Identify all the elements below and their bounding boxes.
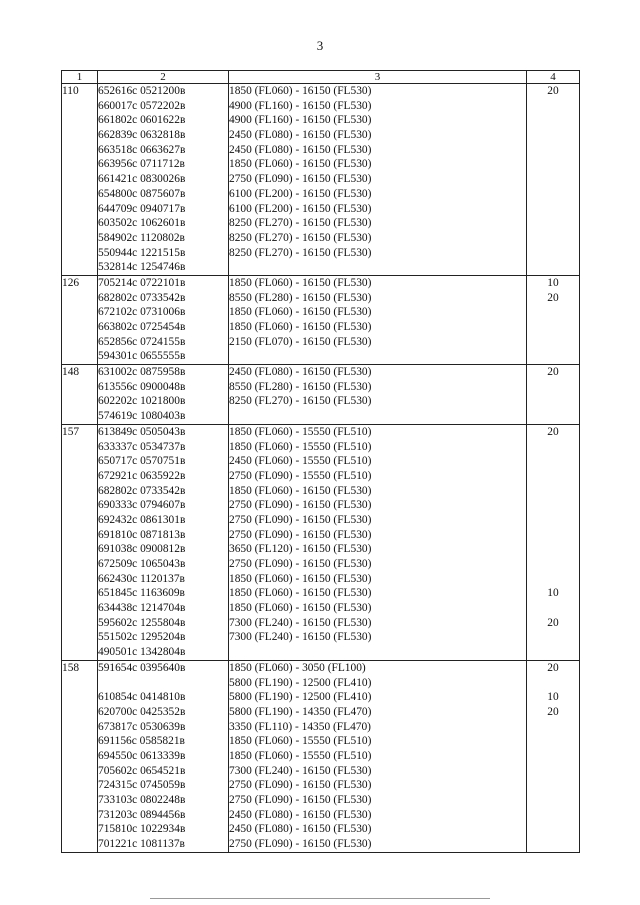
zone-number-label: 158	[62, 661, 80, 674]
value	[527, 157, 579, 172]
value	[527, 409, 579, 424]
altitude-range: 1850 (FL060) - 3050 (FL100)	[229, 661, 366, 674]
altitude-range: 2750 (FL090) - 16150 (FL530)	[229, 779, 372, 792]
value	[527, 542, 579, 557]
value	[527, 380, 579, 395]
coordinate-pair: 652856с 0724155в	[98, 335, 186, 348]
value: 20	[547, 85, 559, 97]
value	[527, 202, 579, 217]
header-row	[62, 71, 580, 84]
value	[527, 454, 579, 469]
table-row	[62, 84, 580, 276]
value: 20	[547, 366, 559, 379]
coordinate-pair: 652616с 0521200в	[98, 85, 186, 97]
altitude-range: 3650 (FL120) - 16150 (FL530)	[229, 543, 372, 556]
coordinate-pair: 661421с 0830026в	[98, 173, 186, 186]
value	[527, 187, 579, 202]
altitude-range: 1850 (FL060) - 15550 (FL510)	[229, 735, 372, 748]
altitude-range: 2750 (FL090) - 16150 (FL530)	[229, 794, 372, 806]
coordinate-pair: 691810с 0871813в	[98, 528, 186, 541]
zone-number	[62, 84, 98, 276]
altitude-range: 5800 (FL190) - 12500 (FL410)	[229, 676, 372, 689]
zone-number	[62, 424, 98, 660]
altitude-range: 8550 (FL280) - 16150 (FL530)	[229, 291, 372, 304]
coordinate-pair: 574619с 1080403в	[98, 410, 186, 423]
coordinate-pair: 673817с 0530639в	[98, 720, 186, 733]
value	[527, 645, 579, 660]
coordinate-pair: 620700с 0425352в	[98, 705, 186, 718]
value	[527, 601, 579, 616]
coordinate-pair: 660017с 0572202в	[98, 99, 186, 112]
coordinate-pair: 690333с 0794607в	[98, 499, 186, 512]
coordinate-pair: 594301с 0655555в	[98, 350, 186, 363]
altitude-range	[229, 349, 526, 364]
value	[527, 837, 579, 852]
altitude-range: 1850 (FL060) - 16150 (FL530)	[229, 587, 372, 600]
altitude-range: 7300 (FL240) - 16150 (FL530)	[229, 764, 372, 777]
altitude-range: 8250 (FL270) - 16150 (FL530)	[229, 246, 372, 259]
coordinate-pair: 654800с 0875607в	[98, 187, 186, 200]
altitude-range: 2150 (FL070) - 16150 (FL530)	[229, 335, 372, 348]
value: 10	[547, 587, 559, 600]
value	[527, 630, 579, 645]
coordinate-pair: 731203с 0894456в	[98, 808, 186, 821]
coordinates-cell	[98, 424, 229, 660]
coordinate-pair: 705602с 0654521в	[98, 764, 186, 777]
coordinate-pair: 613556с 0900048в	[98, 380, 186, 393]
value	[527, 720, 579, 735]
coordinates-cell	[98, 660, 229, 852]
coordinate-pair: 701221с 1081137в	[98, 838, 185, 851]
coordinate-pair: 691038с 0900812в	[98, 543, 186, 556]
altitude-range-cell	[229, 84, 527, 276]
value: 10	[547, 276, 559, 289]
value	[527, 764, 579, 779]
value	[527, 305, 579, 320]
table-body	[62, 84, 580, 853]
altitude-range: 8250 (FL270) - 16150 (FL530)	[229, 217, 372, 230]
altitude-range: 1850 (FL060) - 15550 (FL510)	[229, 440, 372, 453]
value: 10	[547, 691, 559, 704]
table-row	[62, 660, 580, 852]
coordinate-pair: 663956с 0711712в	[98, 158, 185, 171]
coordinate-pair: 682802с 0733542в	[98, 291, 186, 304]
value	[527, 778, 579, 793]
altitude-range: 2450 (FL080) - 16150 (FL530)	[229, 808, 372, 821]
coordinate-pair: 603502с 1062601в	[98, 217, 186, 230]
zone-number	[62, 660, 98, 852]
altitude-range-cell	[229, 275, 527, 364]
value	[527, 793, 579, 808]
altitude-range: 1850 (FL060) - 16150 (FL530)	[229, 484, 372, 497]
altitude-range: 8250 (FL270) - 16150 (FL530)	[229, 395, 372, 408]
table-row	[62, 365, 580, 425]
coordinate-pair: 663802с 0725454в	[98, 321, 186, 333]
altitude-range	[229, 645, 526, 660]
altitude-range: 2450 (FL080) - 16150 (FL530)	[229, 143, 372, 156]
coordinate-pair: 662839с 0632818в	[98, 129, 186, 142]
altitude-range: 1850 (FL060) - 16150 (FL530)	[229, 602, 372, 615]
value: 20	[547, 291, 559, 304]
airspace-table	[61, 70, 580, 853]
altitude-range: 6100 (FL200) - 16150 (FL530)	[229, 202, 372, 215]
value	[527, 128, 579, 143]
value	[527, 572, 579, 587]
coordinate-pair: 672921с 0635922в	[98, 469, 186, 482]
header-col-1: 1	[62, 71, 98, 84]
coordinate-pair: 633337с 0534737в	[98, 440, 186, 453]
zone-number	[62, 275, 98, 364]
coordinate-pair: 644709с 0940717в	[98, 202, 186, 215]
coordinate-pair: 584902с 1120802в	[98, 231, 185, 244]
coordinate-pair: 651845с 1163609в	[98, 587, 185, 600]
altitude-range: 4900 (FL160) - 16150 (FL530)	[229, 114, 372, 127]
value	[527, 172, 579, 187]
altitude-range: 6100 (FL200) - 16150 (FL530)	[229, 187, 372, 200]
coordinate-pair: 663518с 0663627в	[98, 143, 186, 156]
altitude-range: 3350 (FL110) - 14350 (FL470)	[229, 720, 371, 733]
value	[527, 676, 579, 691]
coordinate-pair: 672509с 1065043в	[98, 558, 186, 570]
value	[527, 749, 579, 764]
altitude-range: 5800 (FL190) - 14350 (FL470)	[229, 705, 372, 718]
coordinate-pair: 551502с 1295204в	[98, 631, 186, 644]
value	[527, 349, 579, 364]
coordinate-pair	[98, 676, 228, 691]
altitude-range: 1850 (FL060) - 15550 (FL510)	[229, 749, 372, 762]
value	[527, 113, 579, 128]
altitude-range: 4900 (FL160) - 16150 (FL530)	[229, 99, 372, 112]
coordinate-pair: 532814с 1254746в	[98, 261, 186, 274]
value	[527, 231, 579, 246]
coordinate-pair: 595602с 1255804в	[98, 616, 186, 629]
altitude-range: 2750 (FL090) - 16150 (FL530)	[229, 499, 372, 512]
coordinate-pair: 661802с 0601622в	[98, 114, 186, 127]
altitude-range: 1850 (FL060) - 16150 (FL530)	[229, 306, 372, 319]
coordinate-pair: 550944с 1221515в	[98, 246, 186, 259]
altitude-range: 2750 (FL090) - 16150 (FL530)	[229, 838, 372, 851]
altitude-range: 2450 (FL080) - 16150 (FL530)	[229, 129, 372, 142]
value	[527, 734, 579, 749]
coordinate-pair: 634438с 1214704в	[98, 602, 186, 615]
altitude-range	[229, 260, 526, 275]
altitude-range: 2450 (FL060) - 15550 (FL510)	[229, 455, 372, 468]
header-col-4: 4	[527, 71, 580, 84]
value: 20	[547, 661, 559, 674]
value	[527, 484, 579, 499]
altitude-range: 8250 (FL270) - 16150 (FL530)	[229, 231, 372, 244]
altitude-range: 5800 (FL190) - 12500 (FL410)	[229, 691, 372, 704]
value	[527, 320, 579, 335]
table-row	[62, 275, 580, 364]
altitude-range: 7300 (FL240) - 16150 (FL530)	[229, 631, 372, 644]
altitude-range: 1850 (FL060) - 16150 (FL530)	[229, 158, 372, 171]
value: 20	[547, 425, 559, 438]
value	[527, 246, 579, 261]
value-cell	[527, 275, 580, 364]
altitude-range: 2450 (FL080) - 16150 (FL530)	[229, 366, 372, 379]
coordinates-cell	[98, 365, 229, 425]
altitude-range: 2750 (FL090) - 16150 (FL530)	[229, 513, 372, 526]
coordinate-pair: 682802с 0733542в	[98, 484, 186, 497]
value	[527, 498, 579, 513]
coordinate-pair: 591654с 0395640в	[98, 661, 186, 674]
coordinate-pair: 650717с 0570751в	[98, 455, 186, 468]
coordinate-pair: 662430с 1120137в	[98, 572, 185, 585]
header-col-3: 3	[229, 71, 527, 84]
coordinate-pair: 490501с 1342804в	[98, 646, 186, 659]
altitude-range-cell	[229, 660, 527, 852]
table-row	[62, 424, 580, 660]
value	[527, 808, 579, 823]
altitude-range: 2750 (FL090) - 16150 (FL530)	[229, 558, 372, 570]
value	[527, 822, 579, 837]
bottom-rule	[150, 898, 490, 899]
altitude-range: 2450 (FL080) - 16150 (FL530)	[229, 823, 372, 836]
coordinate-pair: 715810с 1022934в	[98, 823, 186, 836]
altitude-range: 8550 (FL280) - 16150 (FL530)	[229, 380, 372, 393]
value	[527, 394, 579, 409]
value	[527, 260, 579, 275]
value-cell	[527, 660, 580, 852]
coordinate-pair: 672102с 0731006в	[98, 306, 186, 319]
coordinate-pair: 724315с 0745059в	[98, 779, 186, 792]
altitude-range-cell	[229, 365, 527, 425]
altitude-range: 1850 (FL060) - 16150 (FL530)	[229, 276, 372, 289]
coordinate-pair: 733103с 0802248в	[98, 794, 186, 806]
zone-number-label: 157	[62, 425, 80, 438]
value	[527, 335, 579, 350]
altitude-range: 7300 (FL240) - 16150 (FL530)	[229, 616, 372, 629]
altitude-range: 1850 (FL060) - 16150 (FL530)	[229, 572, 372, 585]
value	[527, 99, 579, 114]
value-cell	[527, 424, 580, 660]
coordinate-pair: 631002с 0875958в	[98, 366, 186, 379]
altitude-range: 2750 (FL090) - 16150 (FL530)	[229, 173, 372, 186]
coordinates-cell	[98, 84, 229, 276]
coordinate-pair: 602202с 1021800в	[98, 395, 186, 408]
zone-number-label: 110	[62, 85, 79, 97]
coordinate-pair: 610854с 0414810в	[98, 691, 186, 704]
altitude-range: 1850 (FL060) - 15550 (FL510)	[229, 425, 372, 438]
value-cell	[527, 84, 580, 276]
altitude-range: 2750 (FL090) - 16150 (FL530)	[229, 528, 372, 541]
coordinate-pair: 692432с 0861301в	[98, 513, 186, 526]
zone-number-label: 126	[62, 276, 80, 289]
value	[527, 557, 579, 572]
value: 20	[547, 616, 559, 629]
coordinate-pair: 613849с 0505043в	[98, 425, 186, 438]
altitude-range: 1850 (FL060) - 16150 (FL530)	[229, 85, 372, 97]
coordinates-cell	[98, 275, 229, 364]
value	[527, 216, 579, 231]
altitude-range: 2750 (FL090) - 15550 (FL510)	[229, 469, 372, 482]
altitude-range: 1850 (FL060) - 16150 (FL530)	[229, 321, 372, 333]
altitude-range	[229, 409, 526, 424]
coordinate-pair: 694550с 0613339в	[98, 749, 186, 762]
value-cell	[527, 365, 580, 425]
value	[527, 143, 579, 158]
value: 20	[547, 705, 559, 718]
zone-number	[62, 365, 98, 425]
page-number: 3	[316, 38, 324, 53]
coordinate-pair: 705214с 0722101в	[98, 276, 186, 289]
value	[527, 469, 579, 484]
value	[527, 528, 579, 543]
value	[527, 513, 579, 528]
value	[527, 440, 579, 455]
zone-number-label: 148	[62, 366, 80, 379]
coordinate-pair: 691156с 0585821в	[98, 735, 185, 748]
header-col-2: 2	[98, 71, 229, 84]
altitude-range-cell	[229, 424, 527, 660]
